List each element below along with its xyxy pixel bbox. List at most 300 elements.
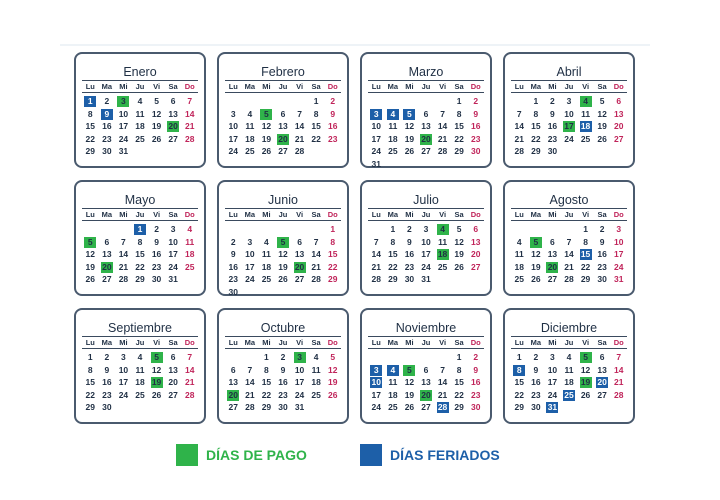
- day-number: 1: [330, 224, 336, 234]
- day-number: 18: [311, 377, 321, 387]
- day-number: 1: [456, 96, 462, 106]
- weekday-label: Sa: [311, 82, 321, 91]
- day-number: 1: [134, 224, 146, 235]
- holiday-day: [368, 108, 385, 121]
- day-cell: [82, 389, 99, 402]
- day-cell: [368, 145, 385, 158]
- day-cell: [291, 120, 308, 133]
- day-cell: [511, 145, 528, 158]
- day-number: 23: [278, 389, 288, 400]
- day-cell: [467, 236, 484, 249]
- day-cell: [368, 236, 385, 249]
- day-number: 25: [564, 389, 574, 400]
- day-number: 20: [421, 389, 431, 400]
- day-cell: [401, 389, 418, 402]
- day-cell: [401, 273, 418, 286]
- empty-day: [291, 223, 308, 236]
- day-cell: [434, 261, 451, 274]
- day-number: 6: [104, 236, 110, 247]
- day-number: 17: [168, 249, 178, 259]
- day-cell: [99, 273, 116, 286]
- weekday-label: Lu: [371, 210, 381, 219]
- day-cell: [434, 108, 451, 121]
- day-cell: [148, 236, 165, 249]
- empty-day: [99, 223, 116, 236]
- day-cell: [528, 351, 545, 364]
- day-number: 6: [170, 96, 176, 106]
- holiday-day: [368, 376, 385, 389]
- pay-day: [275, 133, 292, 146]
- day-number: 24: [371, 146, 382, 156]
- day-number: 11: [581, 108, 591, 119]
- day-number: 19: [580, 377, 591, 387]
- day-cell: [82, 401, 99, 414]
- day-cell: [132, 236, 149, 249]
- day-cell: [99, 376, 116, 389]
- day-cell: [258, 248, 275, 261]
- top-divider: [60, 44, 650, 46]
- day-cell: [594, 364, 611, 377]
- day-number: 2: [104, 352, 110, 362]
- day-number: 17: [118, 121, 129, 131]
- days-grid: [368, 95, 484, 170]
- weekday-label: Ma: [101, 338, 113, 347]
- month-junio: [217, 180, 349, 296]
- day-cell: [258, 273, 275, 286]
- day-number: 20: [102, 261, 112, 272]
- day-number: 15: [261, 377, 272, 387]
- day-cell: [528, 376, 545, 389]
- day-cell: [561, 133, 578, 146]
- weekday-label: Vi: [153, 338, 161, 347]
- empty-day: [242, 351, 259, 364]
- day-cell: [385, 236, 402, 249]
- month-diciembre: [503, 308, 635, 424]
- pay-day: [577, 376, 594, 389]
- day-cell: [594, 236, 611, 249]
- day-number: 16: [597, 249, 607, 259]
- day-cell: [368, 248, 385, 261]
- day-cell: [291, 273, 308, 286]
- day-cell: [291, 389, 308, 402]
- day-number: 28: [437, 146, 448, 156]
- day-number: 24: [547, 389, 558, 400]
- day-cell: [434, 145, 451, 158]
- day-cell: [275, 273, 292, 286]
- day-cell: [418, 376, 435, 389]
- day-number: 20: [421, 133, 431, 144]
- day-cell: [275, 120, 292, 133]
- day-cell: [324, 120, 341, 133]
- day-cell: [467, 261, 484, 274]
- day-number: 13: [547, 249, 558, 259]
- day-number: 3: [121, 352, 126, 362]
- day-cell: [242, 389, 259, 402]
- day-number: 7: [121, 236, 126, 247]
- weekday-label: Vi: [582, 338, 590, 347]
- empty-day: [291, 95, 308, 108]
- day-number: 13: [470, 236, 481, 247]
- day-cell: [324, 248, 341, 261]
- days-grid: [511, 223, 627, 286]
- day-number: 19: [261, 133, 272, 144]
- day-cell: [99, 248, 116, 261]
- day-cell: [324, 389, 341, 402]
- day-cell: [610, 223, 627, 236]
- weekday-label: Mi: [405, 338, 414, 347]
- day-number: 9: [473, 364, 479, 375]
- day-cell: [275, 376, 292, 389]
- day-cell: [467, 401, 484, 414]
- day-number: 17: [118, 377, 129, 387]
- day-number: 6: [550, 236, 555, 247]
- weekday-label: Vi: [296, 338, 304, 347]
- day-number: 4: [516, 236, 522, 247]
- day-cell: [99, 351, 116, 364]
- day-number: 30: [228, 286, 239, 297]
- day-cell: [561, 95, 578, 108]
- day-number: 16: [278, 377, 288, 387]
- day-cell: [451, 95, 468, 108]
- day-cell: [528, 133, 545, 146]
- weekday-label: Lu: [85, 210, 95, 219]
- day-cell: [115, 364, 132, 377]
- day-cell: [132, 261, 149, 274]
- day-number: 31: [118, 146, 129, 156]
- day-cell: [275, 248, 292, 261]
- day-number: 12: [151, 364, 162, 375]
- day-number: 18: [135, 121, 145, 131]
- day-number: 9: [533, 364, 539, 375]
- day-number: 18: [135, 377, 145, 387]
- day-number: 27: [294, 274, 305, 284]
- day-number: 5: [403, 365, 415, 376]
- day-number: 5: [530, 237, 542, 248]
- pay-day: [577, 95, 594, 108]
- month-title: Julio: [413, 193, 439, 207]
- day-cell: [368, 261, 385, 274]
- day-cell: [401, 236, 418, 249]
- day-number: 14: [564, 249, 574, 259]
- day-number: 9: [330, 108, 336, 119]
- day-number: 15: [514, 377, 525, 387]
- day-cell: [291, 108, 308, 121]
- day-number: 10: [118, 364, 129, 375]
- day-number: 22: [327, 261, 338, 272]
- day-number: 13: [168, 364, 178, 375]
- pay-day: [148, 351, 165, 364]
- day-cell: [544, 364, 561, 377]
- day-number: 22: [311, 133, 321, 144]
- weekday-label: Lu: [228, 338, 238, 347]
- day-cell: [115, 376, 132, 389]
- day-cell: [385, 376, 402, 389]
- day-number: 17: [547, 377, 558, 387]
- weekday-label: Ju: [278, 210, 288, 219]
- month-noviembre: [360, 308, 492, 424]
- day-number: 7: [440, 108, 445, 119]
- day-cell: [308, 261, 325, 274]
- day-cell: [561, 236, 578, 249]
- day-number: 4: [313, 352, 319, 362]
- weekday-label: Mi: [405, 210, 414, 219]
- day-cell: [385, 389, 402, 402]
- weekday-label: Sa: [168, 338, 178, 347]
- empty-day: [82, 223, 99, 236]
- day-cell: [132, 95, 149, 108]
- day-number: 21: [311, 261, 321, 272]
- day-number: 30: [597, 274, 607, 284]
- day-number: 25: [311, 389, 321, 400]
- legend-pay: [176, 440, 307, 470]
- day-number: 23: [470, 389, 481, 400]
- day-cell: [511, 133, 528, 146]
- day-number: 2: [599, 224, 605, 234]
- day-cell: [610, 133, 627, 146]
- day-number: 18: [388, 133, 398, 144]
- day-number: 6: [297, 236, 302, 247]
- day-number: 4: [580, 96, 592, 107]
- day-cell: [418, 261, 435, 274]
- day-number: 16: [404, 249, 415, 259]
- day-number: 30: [278, 402, 288, 412]
- day-cell: [610, 376, 627, 389]
- day-cell: [165, 248, 182, 261]
- day-cell: [528, 120, 545, 133]
- day-number: 21: [184, 121, 195, 131]
- day-cell: [82, 364, 99, 377]
- day-number: 28: [311, 274, 321, 284]
- day-cell: [528, 248, 545, 261]
- day-number: 21: [294, 133, 305, 144]
- weekday-label: Ju: [278, 82, 288, 91]
- day-number: 7: [187, 96, 193, 106]
- weekday-header: [511, 336, 627, 349]
- month-mayo: [74, 180, 206, 296]
- weekday-label: Vi: [153, 82, 161, 91]
- day-number: 22: [261, 389, 272, 400]
- day-cell: [594, 248, 611, 261]
- day-cell: [165, 223, 182, 236]
- day-cell: [258, 236, 275, 249]
- day-cell: [148, 223, 165, 236]
- month-title: Agosto: [549, 193, 589, 207]
- day-cell: [610, 120, 627, 133]
- day-number: 17: [228, 133, 239, 144]
- weekday-header: [511, 80, 627, 93]
- day-cell: [544, 95, 561, 108]
- day-number: 27: [613, 133, 624, 144]
- day-cell: [577, 223, 594, 236]
- day-cell: [610, 364, 627, 377]
- day-number: 25: [184, 261, 195, 272]
- day-number: 5: [260, 109, 272, 120]
- weekday-label: Vi: [439, 338, 447, 347]
- month-title: Octubre: [260, 321, 306, 335]
- day-number: 26: [597, 133, 607, 144]
- day-number: 7: [297, 108, 302, 119]
- day-number: 28: [118, 274, 129, 284]
- empty-day: [418, 95, 435, 108]
- day-number: 6: [230, 364, 236, 375]
- weekday-label: Do: [327, 338, 338, 347]
- day-number: 1: [390, 224, 396, 234]
- pay-day: [418, 389, 435, 402]
- day-number: 8: [513, 365, 525, 376]
- day-number: 14: [184, 364, 195, 375]
- day-cell: [275, 261, 292, 274]
- day-number: 17: [245, 261, 255, 272]
- empty-day: [528, 223, 545, 236]
- day-cell: [594, 261, 611, 274]
- day-cell: [181, 108, 198, 121]
- day-number: 3: [423, 224, 429, 234]
- day-cell: [511, 376, 528, 389]
- day-number: 10: [371, 121, 382, 131]
- day-cell: [115, 133, 132, 146]
- empty-day: [401, 95, 418, 108]
- day-cell: [324, 364, 341, 377]
- day-cell: [451, 248, 468, 261]
- day-number: 1: [84, 96, 96, 107]
- day-number: 19: [151, 377, 162, 387]
- day-number: 10: [613, 236, 624, 247]
- day-cell: [132, 389, 149, 402]
- month-title: Mayo: [124, 193, 156, 207]
- day-number: 21: [437, 133, 448, 144]
- day-cell: [594, 223, 611, 236]
- day-number: 3: [370, 109, 382, 120]
- day-cell: [181, 223, 198, 236]
- day-cell: [451, 108, 468, 121]
- day-cell: [181, 133, 198, 146]
- weekday-label: Sa: [454, 210, 464, 219]
- day-cell: [242, 145, 259, 158]
- weekday-label: Ma: [530, 210, 542, 219]
- day-cell: [132, 364, 149, 377]
- weekday-label: Mi: [548, 82, 557, 91]
- day-number: 18: [388, 389, 398, 400]
- day-number: 13: [597, 364, 607, 375]
- day-cell: [258, 261, 275, 274]
- day-cell: [401, 248, 418, 261]
- day-number: 16: [327, 121, 338, 131]
- day-number: 7: [440, 364, 445, 375]
- day-number: 13: [613, 108, 624, 119]
- weekday-label: Sa: [311, 210, 321, 219]
- day-number: 26: [531, 274, 541, 284]
- weekday-label: Lu: [371, 338, 381, 347]
- day-number: 20: [294, 261, 305, 272]
- day-number: 21: [514, 133, 525, 144]
- weekday-header: [225, 208, 341, 221]
- day-number: 28: [245, 402, 255, 412]
- weekday-label: Vi: [582, 210, 590, 219]
- day-cell: [258, 145, 275, 158]
- day-cell: [385, 133, 402, 146]
- weekday-label: Vi: [439, 210, 447, 219]
- day-number: 2: [230, 236, 236, 247]
- day-cell: [115, 351, 132, 364]
- day-cell: [561, 273, 578, 286]
- weekday-label: Mi: [119, 338, 128, 347]
- day-cell: [258, 376, 275, 389]
- day-number: 7: [516, 108, 522, 119]
- day-number: 28: [514, 146, 525, 156]
- month-enero: [74, 52, 206, 168]
- pay-day: [561, 120, 578, 133]
- day-number: 5: [456, 224, 462, 234]
- day-cell: [308, 108, 325, 121]
- weekday-label: Ju: [135, 82, 145, 91]
- day-number: 6: [423, 364, 429, 375]
- day-cell: [258, 364, 275, 377]
- day-cell: [511, 261, 528, 274]
- weekday-label: Ma: [530, 338, 542, 347]
- day-cell: [308, 95, 325, 108]
- month-title: Marzo: [408, 65, 444, 79]
- day-cell: [528, 95, 545, 108]
- day-number: 19: [404, 389, 415, 400]
- day-number: 4: [387, 109, 399, 120]
- day-cell: [165, 389, 182, 402]
- empty-day: [418, 351, 435, 364]
- day-cell: [451, 133, 468, 146]
- day-cell: [451, 364, 468, 377]
- empty-day: [401, 351, 418, 364]
- weekday-label: Ju: [421, 82, 431, 91]
- day-number: 20: [228, 389, 239, 400]
- day-cell: [577, 273, 594, 286]
- day-number: 11: [261, 249, 271, 259]
- weekday-label: Lu: [514, 210, 524, 219]
- day-number: 2: [330, 96, 336, 106]
- weekday-label: Lu: [228, 82, 238, 91]
- day-number: 1: [583, 224, 588, 234]
- day-number: 3: [294, 352, 306, 363]
- weekday-label: Ju: [135, 210, 145, 219]
- day-cell: [165, 95, 182, 108]
- day-number: 23: [547, 133, 558, 144]
- day-cell: [610, 273, 627, 286]
- day-cell: [291, 401, 308, 414]
- day-cell: [132, 248, 149, 261]
- day-number: 13: [168, 108, 178, 119]
- day-number: 30: [547, 146, 558, 156]
- days-grid: [225, 351, 341, 414]
- legend-holiday: [360, 440, 500, 470]
- calendar-grid: [74, 52, 644, 432]
- day-number: 24: [371, 402, 382, 412]
- day-number: 23: [102, 133, 112, 144]
- day-number: 15: [580, 249, 591, 259]
- day-cell: [577, 108, 594, 121]
- day-number: 24: [118, 389, 129, 400]
- day-cell: [181, 351, 198, 364]
- day-number: 14: [437, 121, 448, 131]
- holiday-label: DÍAS FERIADOS: [390, 447, 500, 463]
- day-number: 18: [514, 261, 525, 272]
- pay-day: [275, 236, 292, 249]
- day-number: 2: [473, 96, 479, 106]
- weekday-label: Sa: [597, 338, 607, 347]
- day-number: 1: [456, 352, 462, 362]
- day-number: 15: [454, 377, 464, 387]
- day-cell: [511, 401, 528, 414]
- day-number: 16: [102, 377, 112, 387]
- day-cell: [165, 351, 182, 364]
- day-number: 18: [261, 261, 272, 272]
